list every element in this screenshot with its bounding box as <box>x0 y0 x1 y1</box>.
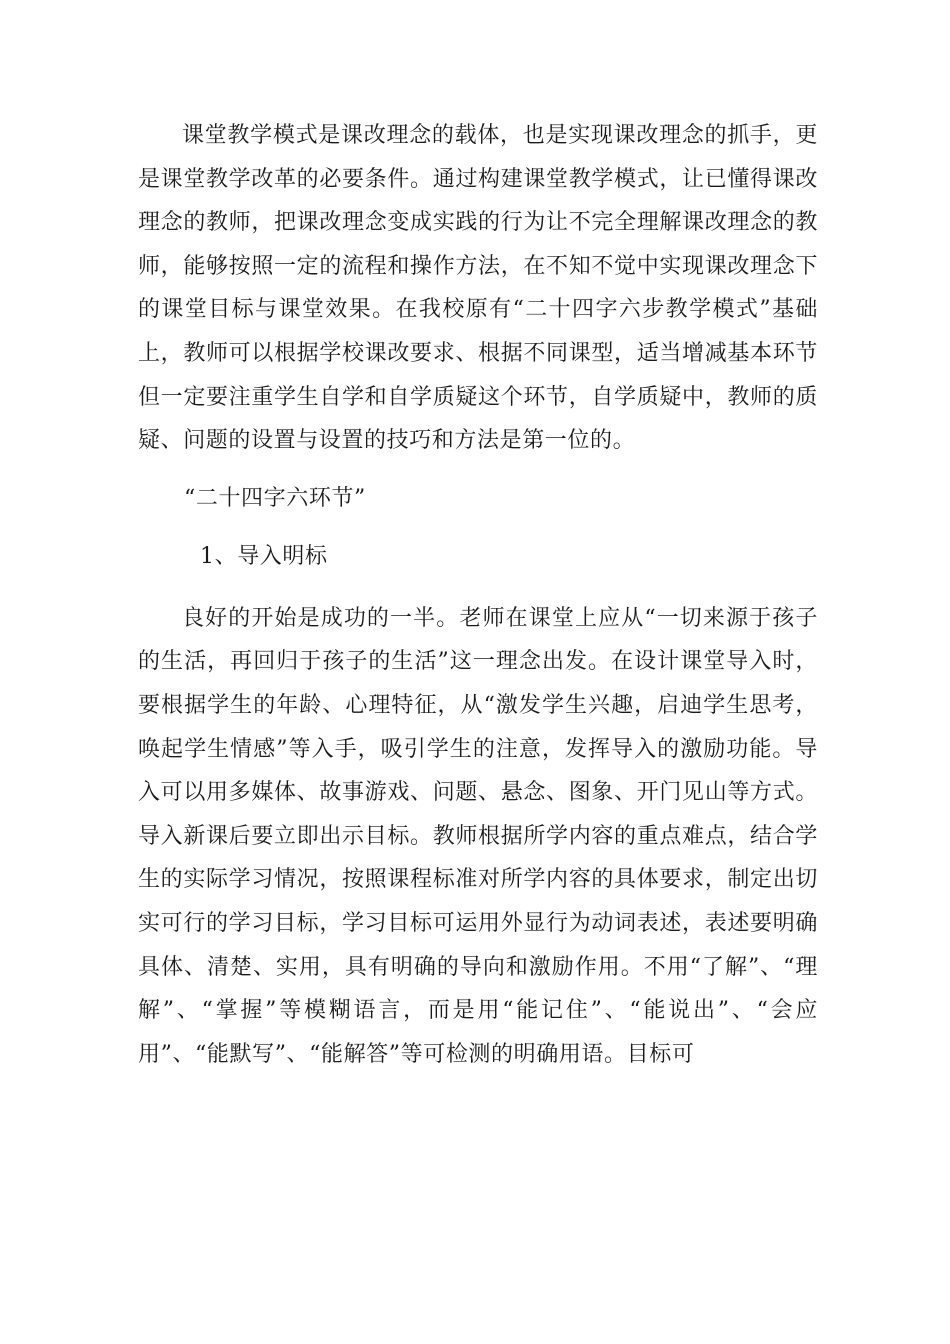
subsection-heading: 1、导入明标 <box>200 543 328 569</box>
paragraph-import-goals: 良好的开始是成功的一半。老师在课堂上应从“一切来源于孩子的生活，再回归于孩子的生活”这一理念出发。在设计课堂导入时，要根据学生的年龄、心理特征，从“激发学生兴趣，启迪学生思考，唤起学生情感”等入手，吸引学生的注意，发挥导入的激励功能。导入可以用多媒体、故事游戏、问题、悬念、图象、开门见山等方式。导入新课后要立即出示目标。教师根据所学内容的重点难点，结合学生的实际学习情况，按照课程标准对所学内容的具体要求，制定出切实可行的学习目标，学习目标可运用外显行为动词表述，表述要明确具体、清楚、实用，具有明确的导向和激励作用。不用“了解”、“理解”、“掌握”等模糊语言，而是用“能记住”、“能说出”、“会应用”、“能默写”、“能解答”等可检测的明确用语。目标可 <box>138 605 818 1067</box>
section-heading: “二十四字六环节” <box>184 485 366 511</box>
document-body <box>138 114 818 1076</box>
paragraph-intro: 课堂教学模式是课改理念的载体，也是实现课改理念的抓手，更是课堂教学改革的必要条件。通过构建课堂教学模式，让已懂得课改理念的教师，把课改理念变成实践的行为让不完全理解课改理念的教师，能够按照一定的流程和操作方法，在不知不觉中实现课改理念下的课堂目标与课堂效果。在我校原有“二十四字六步教学模式”基础上，教师可以根据学校课改要求、根据不同课型，适当增减基本环节但一定要注重学生自学和自学质疑这个环节，自学质疑中，教师的质疑、问题的设置与设置的技巧和方法是第一位的。 <box>138 123 818 454</box>
paragraph-spacer <box>138 463 818 477</box>
